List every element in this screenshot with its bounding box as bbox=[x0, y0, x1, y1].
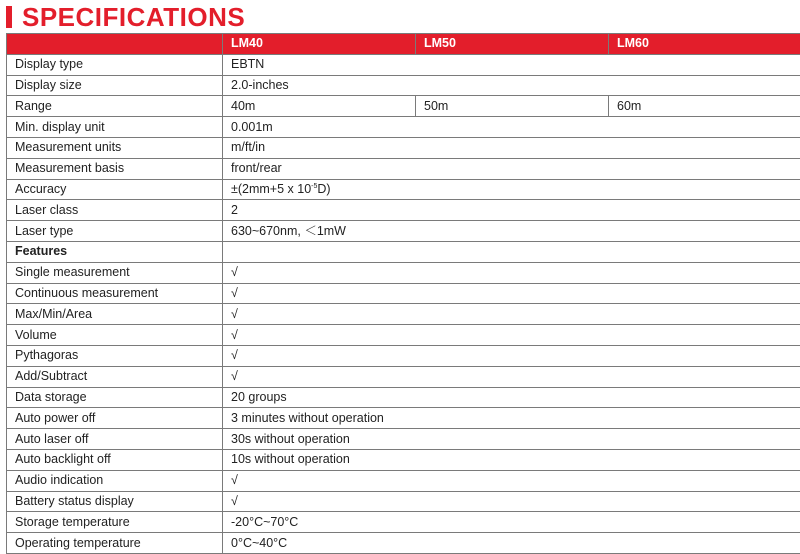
title-accent-bar bbox=[6, 6, 12, 28]
table-row bbox=[7, 200, 800, 221]
table-row bbox=[7, 366, 800, 387]
table-row bbox=[7, 158, 800, 179]
range-lm50: 50m bbox=[416, 96, 609, 117]
table-row bbox=[7, 283, 800, 304]
table-row bbox=[7, 408, 800, 429]
row-value: √ bbox=[223, 325, 800, 346]
title-block bbox=[6, 2, 245, 32]
row-value: 20 groups bbox=[223, 387, 800, 408]
table-header-row bbox=[7, 34, 800, 55]
row-value: 30s without operation bbox=[223, 429, 800, 450]
row-label: Laser type bbox=[7, 221, 223, 242]
table-row bbox=[7, 96, 800, 117]
row-label: Auto backlight off bbox=[7, 449, 223, 470]
table-row bbox=[7, 117, 800, 138]
row-value: √ bbox=[223, 304, 800, 325]
row-label: Operating temperature bbox=[7, 533, 223, 554]
row-label: Measurement units bbox=[7, 137, 223, 158]
row-value: √ bbox=[223, 262, 800, 283]
row-value: √ bbox=[223, 345, 800, 366]
row-value: √ bbox=[223, 283, 800, 304]
model-header-lm50: LM50 bbox=[416, 34, 609, 55]
table-row bbox=[7, 54, 800, 75]
row-value: 2.0-inches bbox=[223, 75, 800, 96]
row-label: Continuous measurement bbox=[7, 283, 223, 304]
table-row bbox=[7, 449, 800, 470]
row-label: Auto laser off bbox=[7, 429, 223, 450]
table-row bbox=[7, 221, 800, 242]
row-value: m/ft/in bbox=[223, 137, 800, 158]
table-row bbox=[7, 262, 800, 283]
row-label: Display size bbox=[7, 75, 223, 96]
accuracy-exponent: -5 bbox=[311, 183, 317, 190]
accuracy-suffix: D) bbox=[317, 182, 330, 196]
table-row bbox=[7, 429, 800, 450]
row-label: Storage temperature bbox=[7, 512, 223, 533]
model-header-lm60: LM60 bbox=[609, 34, 800, 55]
page-title: SPECIFICATIONS bbox=[22, 2, 245, 32]
table-row bbox=[7, 325, 800, 346]
row-value: 2 bbox=[223, 200, 800, 221]
table-row bbox=[7, 533, 800, 554]
row-label: Battery status display bbox=[7, 491, 223, 512]
row-value: 0°C~40°C bbox=[223, 533, 800, 554]
table-row bbox=[7, 179, 800, 200]
row-value: 10s without operation bbox=[223, 449, 800, 470]
row-label: Audio indication bbox=[7, 470, 223, 491]
table-row bbox=[7, 512, 800, 533]
table-row bbox=[7, 75, 800, 96]
spec-table bbox=[6, 33, 800, 554]
row-label: Volume bbox=[7, 325, 223, 346]
features-section-row bbox=[7, 241, 800, 262]
row-label: Add/Subtract bbox=[7, 366, 223, 387]
table-row bbox=[7, 137, 800, 158]
row-label: Measurement basis bbox=[7, 158, 223, 179]
row-label: Accuracy bbox=[7, 179, 223, 200]
table-row bbox=[7, 491, 800, 512]
row-label: Data storage bbox=[7, 387, 223, 408]
row-value: 0.001m bbox=[223, 117, 800, 138]
row-value: √ bbox=[223, 491, 800, 512]
model-header-lm40: LM40 bbox=[223, 34, 416, 55]
row-value: √ bbox=[223, 470, 800, 491]
features-heading: Features bbox=[7, 241, 223, 262]
row-label: Pythagoras bbox=[7, 345, 223, 366]
range-lm60: 60m bbox=[609, 96, 800, 117]
row-label: Single measurement bbox=[7, 262, 223, 283]
table-row bbox=[7, 387, 800, 408]
row-label: Min. display unit bbox=[7, 117, 223, 138]
accuracy-prefix: ±(2mm+5 x 10 bbox=[231, 182, 311, 196]
row-label: Laser class bbox=[7, 200, 223, 221]
table-row bbox=[7, 304, 800, 325]
row-value: EBTN bbox=[223, 54, 800, 75]
table-row bbox=[7, 345, 800, 366]
row-label: Display type bbox=[7, 54, 223, 75]
row-value: -20°C~70°C bbox=[223, 512, 800, 533]
features-heading-fill bbox=[223, 241, 800, 262]
row-label: Max/Min/Area bbox=[7, 304, 223, 325]
row-value: front/rear bbox=[223, 158, 800, 179]
row-label: Auto power off bbox=[7, 408, 223, 429]
row-value: 3 minutes without operation bbox=[223, 408, 800, 429]
table-row bbox=[7, 470, 800, 491]
accuracy-value bbox=[223, 179, 800, 200]
row-label: Range bbox=[7, 96, 223, 117]
header-blank-cell bbox=[7, 34, 223, 55]
row-value: 630~670nm, ＜1mW bbox=[223, 221, 800, 242]
range-lm40: 40m bbox=[223, 96, 416, 117]
row-value: √ bbox=[223, 366, 800, 387]
